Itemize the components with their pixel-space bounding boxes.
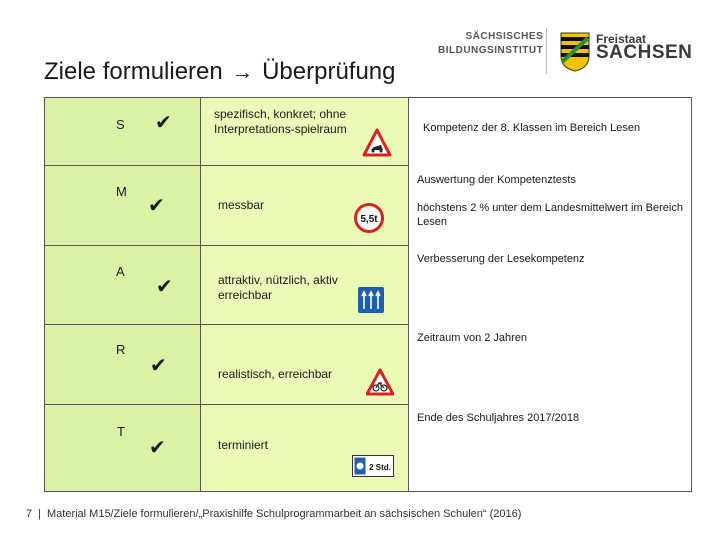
institute-logo-line1: SÄCHSISCHES bbox=[465, 31, 544, 42]
saxony-crest-icon bbox=[560, 32, 590, 72]
logo-divider bbox=[546, 28, 547, 74]
criterion-letter-m: M bbox=[116, 184, 127, 199]
criterion-text-s: spezifisch, konkret; ohne Interpretations-spielraum bbox=[214, 107, 347, 136]
title-part2: Überprüfung bbox=[262, 58, 396, 85]
title-part1: Ziele formulieren bbox=[44, 58, 223, 85]
arrow-right-icon: → bbox=[231, 59, 254, 84]
criterion-letter-r: R bbox=[116, 342, 126, 357]
criterion-text-t: terminiert bbox=[218, 438, 269, 452]
target-text: Zeitraum von 2 Jahren bbox=[417, 332, 528, 344]
state-logo bbox=[596, 32, 693, 63]
footer bbox=[26, 508, 521, 520]
checkmark-icon: ✔ bbox=[149, 437, 166, 459]
state-logo-small: Freistaat bbox=[596, 32, 647, 46]
checkmark-icon: ✔ bbox=[155, 112, 172, 134]
target-text: Kompetenz der 8. Klassen im Bereich Lesen bbox=[423, 122, 641, 134]
page-number: 7 bbox=[26, 508, 33, 520]
weight-limit-sign-text: 5,5t bbox=[360, 214, 378, 225]
institute-logo-line2: BILDUNGSINSTITUT bbox=[438, 45, 544, 56]
table-divider bbox=[200, 97, 201, 492]
target-text: Auswertung der Kompetenztests bbox=[417, 174, 576, 186]
warning-sign-icon bbox=[362, 128, 392, 158]
table-divider bbox=[408, 97, 409, 492]
table-row-divider bbox=[44, 245, 408, 246]
criterion-letter-a: A bbox=[116, 264, 125, 279]
lane-arrows-sign-icon bbox=[358, 287, 384, 313]
target-text: höchstens 2 % unter dem Landesmittelwert im Bereich Lesen bbox=[417, 202, 683, 228]
weight-limit-sign-icon bbox=[354, 203, 384, 233]
checkmark-icon: ✔ bbox=[150, 355, 167, 377]
table-row-divider bbox=[44, 404, 408, 405]
criterion-letter-s: S bbox=[116, 117, 125, 132]
checkmark-icon: ✔ bbox=[156, 276, 173, 298]
time-limit-sign-icon bbox=[352, 455, 394, 477]
footer-separator: | bbox=[38, 508, 41, 520]
time-limit-sign-text: 2 Std. bbox=[369, 463, 391, 472]
state-logo-big: SACHSEN bbox=[596, 42, 693, 63]
footer-source: Material M15/Ziele formulieren/„Praxishilfe Schulprogrammarbeit an sächsischen Schulen“ (2016) bbox=[46, 508, 522, 520]
table-row-divider bbox=[44, 165, 408, 166]
criterion-text-m: messbar bbox=[218, 198, 265, 212]
table-row-divider bbox=[44, 324, 408, 325]
institute-logo bbox=[438, 30, 543, 58]
target-text: Ende des Schuljahres 2017/2018 bbox=[417, 412, 580, 424]
target-text: Verbesserung der Lesekompetenz bbox=[417, 253, 585, 265]
page-title bbox=[44, 58, 396, 86]
criterion-letter-t: T bbox=[117, 424, 125, 439]
bicycle-warning-sign-icon bbox=[366, 368, 394, 396]
criterion-text-r: realistisch, erreichbar bbox=[218, 367, 333, 381]
checkmark-icon: ✔ bbox=[148, 195, 165, 217]
criterion-text-a: attraktiv, nützlich, aktiv erreichbar bbox=[218, 273, 338, 302]
